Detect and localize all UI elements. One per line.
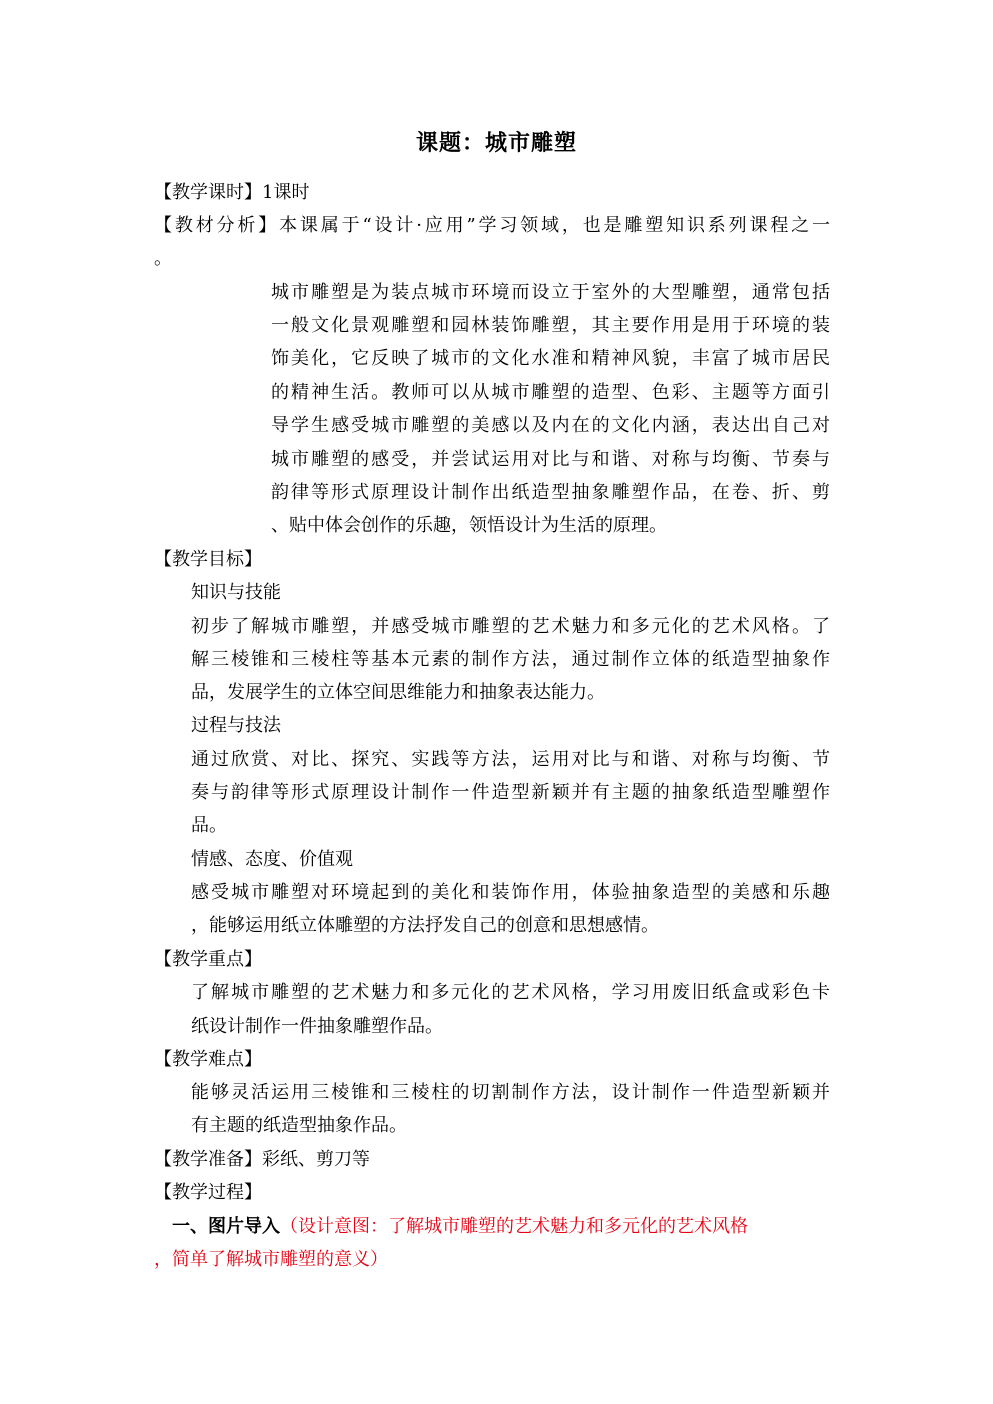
analysis-para-line: 一般文化景观雕塑和园林装饰雕塑，其主要作用是用于环境的装: [271, 315, 830, 336]
emotion-heading: 情感、态度、价值观: [191, 849, 353, 870]
process-line: 品。: [191, 815, 227, 836]
material-analysis-label: 【教材分析】: [154, 215, 280, 236]
key-points-label: 【教学重点】: [154, 949, 262, 970]
knowledge-heading: 知识与技能: [191, 582, 281, 603]
process-line: 通过欣赏、对比、探究、实践等方法，运用对比与和谐、对称与均衡、节: [191, 749, 830, 770]
material-analysis-first-line: 本课属于“设计·应用”学习领域，也是雕塑知识系列课程之一: [279, 215, 831, 236]
process-section-label: 【教学过程】: [154, 1182, 262, 1203]
analysis-para-line: 饰美化，它反映了城市的文化水准和精神风貌，丰富了城市居民: [271, 348, 830, 369]
analysis-para-line: 城市雕塑的感受，并尝试运用对比与和谐、对称与均衡、节奏与: [271, 449, 830, 470]
process-heading: 过程与技法: [191, 715, 281, 736]
material-analysis-line-end: 。: [154, 248, 172, 269]
step1-design-note: （设计意图：了解城市雕塑的艺术魅力和多元化的艺术风格: [280, 1216, 748, 1237]
key-points-line: 了解城市雕塑的艺术魅力和多元化的艺术风格，学习用废旧纸盒或彩色卡: [191, 982, 830, 1003]
analysis-para-line: 韵律等形式原理设计制作出纸造型抽象雕塑作品，在卷、折、剪: [271, 482, 830, 503]
class-hours-row: [154, 183, 830, 203]
process-line: 奏与韵律等形式原理设计制作一件造型新颖并有主题的抽象纸造型雕塑作: [191, 782, 830, 803]
preparation-label: 【教学准备】: [154, 1149, 262, 1170]
preparation-value: 彩纸、剪刀等: [262, 1149, 370, 1170]
step1-design-note-cont: ，简单了解城市雕塑的意义）: [154, 1249, 388, 1270]
difficulties-label: 【教学难点】: [154, 1049, 262, 1070]
class-hours-label: 【教学课时】: [154, 182, 262, 203]
step1-heading: 一、图片导入: [172, 1216, 280, 1237]
knowledge-line: 解三棱锥和三棱柱等基本元素的制作方法，通过制作立体的纸造型抽象作: [191, 649, 830, 670]
emotion-line: 感受城市雕塑对环境起到的美化和装饰作用，体验抽象造型的美感和乐趣: [191, 882, 830, 903]
analysis-para-line: 城市雕塑是为装点城市环境而设立于室外的大型雕塑，通常包括: [271, 282, 830, 303]
preparation-row: [154, 1150, 830, 1170]
analysis-para-line: 导学生感受城市雕塑的美感以及内在的文化内涵，表达出自己对: [271, 415, 830, 436]
knowledge-line: 品，发展学生的立体空间思维能力和抽象表达能力。: [191, 682, 605, 703]
emotion-line: ，能够运用纸立体雕塑的方法抒发自己的创意和思想感情。: [191, 915, 659, 936]
difficulties-line: 有主题的纸造型抽象作品。: [191, 1115, 407, 1136]
class-hours-value: 1课时: [262, 182, 310, 203]
analysis-para-line: 、贴中体会创作的乐趣，领悟设计为生活的原理。: [271, 515, 667, 536]
page-title: 课题：城市雕塑: [415, 130, 577, 156]
key-points-line: 纸设计制作一件抽象雕塑作品。: [191, 1016, 443, 1037]
knowledge-line: 初步了解城市雕塑，并感受城市雕塑的艺术魅力和多元化的艺术风格。了: [191, 616, 830, 637]
step1-row: [172, 1217, 830, 1237]
difficulties-line: 能够灵活运用三棱锥和三棱柱的切割制作方法，设计制作一件造型新颖并: [191, 1082, 830, 1103]
material-analysis-row: [154, 216, 830, 236]
objectives-label: 【教学目标】: [154, 549, 262, 570]
analysis-para-line: 的精神生活。教师可以从城市雕塑的造型、色彩、主题等方面引: [271, 382, 830, 403]
